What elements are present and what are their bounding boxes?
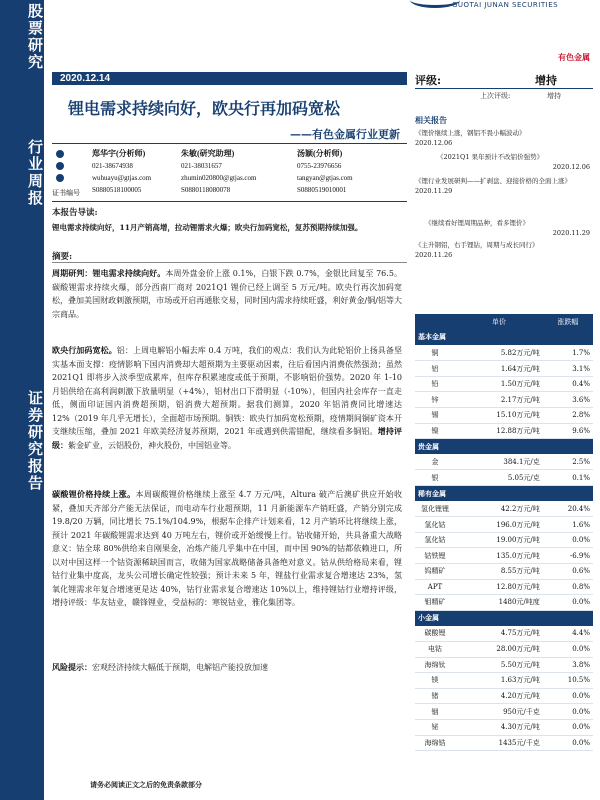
metal-price: 4.75万元/吨: [455, 626, 543, 642]
analyst-2: [181, 148, 256, 196]
price-change: 20.4%: [543, 501, 593, 517]
report-date: 2020.12.14: [60, 73, 111, 84]
related-reports-title: 相关报告: [415, 115, 447, 125]
column-header-price: 单价: [455, 314, 543, 330]
metal-name: 镍: [415, 423, 455, 439]
table-section-row: [415, 486, 593, 502]
price-change: 0.6%: [543, 564, 593, 580]
analyst-name: 郑华宇(分析师): [92, 149, 146, 158]
metal-price: 1435元/千克: [455, 735, 543, 751]
metal-name: 钴铁锂: [415, 548, 455, 564]
person-icon: [56, 150, 64, 158]
previous-rating-label: 上次评级:: [480, 92, 511, 100]
related-report-date: 2020.11.29: [552, 229, 590, 237]
metal-name: 铋: [415, 719, 455, 735]
table-row: [415, 408, 593, 424]
table-row: [415, 470, 593, 486]
metal-price: 15.10万元/吨: [455, 408, 543, 424]
analyst-name: 朱敏(研究助理): [181, 149, 235, 158]
section-label: 稀有金属: [415, 486, 593, 502]
metal-price: 196.0万元/吨: [455, 517, 543, 533]
related-report-text[interactable]: 《锂价继续上涨，钢铝不畏小幅波动》: [415, 129, 526, 137]
table-row: [415, 626, 593, 642]
price-change: 0.0%: [543, 595, 593, 611]
price-change: 0.1%: [543, 470, 593, 486]
metal-price: 1.50万元/吨: [455, 376, 543, 392]
table-row: [415, 454, 593, 470]
metal-name: 海绵钛: [415, 657, 455, 673]
related-report-date: 2020.11.26: [415, 251, 453, 259]
metal-name: 碳酸锂: [415, 626, 455, 642]
paragraph-text: 本周外盘金价上涨 0.1%，白银下跌 0.7%，金银比回复至 76.5。碳酸锂需求持续火爆，部分西南厂商对 2021Q1 锂价已经上调至 5 万元/吨。欧央行再次加码宽松，叠加美国财政刺激预期，市场或开启再通胀交易，同时国内需求持续旺盛，利好黄金/铜/铝等大宗商品。: [52, 269, 403, 319]
metal-name: 铝: [415, 361, 455, 377]
table-row: [415, 704, 593, 720]
summary-title: 摘要:: [52, 252, 73, 262]
guide-section: [52, 207, 402, 235]
metal-name: 金: [415, 454, 455, 470]
metal-price: 1.63万元/吨: [455, 673, 543, 689]
left-sidebar: [0, 0, 44, 800]
rating-label: 评级:: [415, 74, 442, 87]
table-row: [415, 673, 593, 689]
metal-name: 氢化锂锂: [415, 501, 455, 517]
price-change: 0.0%: [543, 704, 593, 720]
rating-value: 增持: [535, 74, 557, 87]
metal-name: 铅: [415, 376, 455, 392]
table-row: [415, 361, 593, 377]
paragraph-text: 铝：上周电解铝小幅去库 0.4 万吨，我们的观点：我们认为此轮铝价上扬具备坚实基本面支撑：疫情影响下国内消费却大超预期为主要驱动因素，往后看国内消费依然强劲；虽然 2021Q1 即将步入淡季型成累库，但库存积累速度或低于预期，不影响铝价强势。2020 年 1-10 月铝供给在高利润刺激下放量明显（+4%），铝材出口下滑明显（-10%），但国内社会库存一直走低，侧面印证国内消费超预期，铝消费大超预期。据我们测算，2020 年铝消费同比增速达 12%（2019 年几乎无增长），全面超市场预期。铜铁：欧央行加码宽松预期，疫情期间铜矿资本开支继续压缩，叠加 2021 年欧美经济复苏预期，2021 年或遇到供需错配，继续看多铜铝。: [52, 346, 402, 436]
analyst-email[interactable]: zhumin020800@gtjas.com: [181, 174, 257, 182]
company-logo-text: GUOTAI JUNAN SECURITIES: [452, 1, 559, 9]
price-change: 2.5%: [543, 454, 593, 470]
table-section-row: [415, 610, 593, 626]
metal-price: 384.1元/克: [455, 454, 543, 470]
metal-price-table: [415, 314, 593, 751]
metal-price: 28.00万元/吨: [455, 641, 543, 657]
metal-price: 8.55万元/吨: [455, 564, 543, 580]
section-label: 基本金属: [415, 330, 593, 346]
price-change: 3.1%: [543, 361, 593, 377]
metal-name: 铜: [415, 345, 455, 361]
paragraph-cycle: [52, 267, 402, 321]
column-header-change: 涨跌幅: [543, 314, 593, 330]
metal-name: APT: [415, 579, 455, 595]
paragraph-risk: [52, 661, 402, 675]
related-report-item[interactable]: [415, 240, 590, 260]
metal-name: 铟: [415, 704, 455, 720]
analyst-email[interactable]: tangyan@gtjas.com: [297, 174, 353, 182]
table-section-row: [415, 330, 593, 346]
analyst-name: 汤颖(分析师): [297, 149, 343, 158]
related-report-date: 2020.12.06: [552, 163, 590, 171]
metal-name: 镁: [415, 673, 455, 689]
related-report-date: 2020.11.29: [415, 187, 453, 195]
metal-name: 钼精矿: [415, 595, 455, 611]
related-report-text[interactable]: 《继续看好锂周期品种，看多锂价》: [425, 219, 529, 227]
table-row: [415, 376, 593, 392]
price-change: 0.0%: [543, 735, 593, 751]
metal-name: 锗: [415, 688, 455, 704]
section-label: 小金属: [415, 610, 593, 626]
table-row: [415, 641, 593, 657]
paragraph-head: 风险提示：: [52, 662, 92, 672]
report-title: 锂电需求持续向好，欧央行再加码宽松: [68, 99, 341, 118]
analyst-1: [92, 148, 151, 196]
analyst-phone: 021-38674938: [92, 162, 133, 170]
price-change: 4.4%: [543, 626, 593, 642]
metal-name: 银: [415, 470, 455, 486]
table-row: [415, 517, 593, 533]
metal-name: 海绵锆: [415, 735, 455, 751]
related-report-text[interactable]: 《锂行业发展研判——扩剥盘、迎接价格的全面上涨》: [415, 177, 571, 185]
table-row: [415, 688, 593, 704]
price-change: 3.6%: [543, 392, 593, 408]
analyst-cert: S0880118080078: [181, 186, 231, 194]
related-report-item[interactable]: [415, 218, 590, 238]
paragraph-ecb: [52, 344, 402, 452]
metal-price: 1480元/吨度: [455, 595, 543, 611]
table-row: [415, 719, 593, 735]
email-icon: [56, 174, 64, 182]
sidebar-bottom-label: 证券研究报告: [26, 390, 44, 492]
price-change: 1.6%: [543, 517, 593, 533]
analyst-email[interactable]: wuhuayu@gtjas.com: [92, 174, 152, 182]
analyst-phone: 021-38031657: [181, 162, 222, 170]
date-bar: [52, 72, 407, 85]
metal-price: 19.00万元/吨: [455, 532, 543, 548]
sidebar-mid-label: 行业周报: [26, 139, 44, 207]
report-subtitle: ——有色金属行业更新: [290, 128, 400, 141]
table-row: [415, 548, 593, 564]
sidebar-top-label: 股票研究: [26, 3, 44, 71]
paragraph-tail: 紫金矿业，云铝股份，神火股份，中国铝业等。: [68, 440, 236, 450]
metal-price: 5.50万元/吨: [455, 657, 543, 673]
metal-price: 4.20万元/吨: [455, 688, 543, 704]
paragraph-head: 欧央行加码宽松。: [52, 345, 117, 355]
section-label: 贵金属: [415, 439, 593, 455]
phone-icon: [56, 162, 64, 170]
metal-price: 4.30万元/吨: [455, 719, 543, 735]
divider: [415, 88, 593, 89]
metal-price: 42.2万元/吨: [455, 501, 543, 517]
divider: [52, 262, 407, 263]
price-change: 0.0%: [543, 532, 593, 548]
metal-price: 950元/千克: [455, 704, 543, 720]
divider: [52, 201, 407, 202]
guide-text: 锂电需求持续向好，11月产销高增，拉动锂需求火爆；欧央行加码宽松，复苏预期持续加强。: [52, 222, 363, 232]
price-change: 0.0%: [543, 688, 593, 704]
analyst-3: [297, 148, 353, 196]
analyst-phone: 0755-23976656: [297, 162, 342, 170]
paragraph-text: 本周碳酸锂价格继续上涨至 4.7 万元/吨，Altura 破产后澳矿供应开始收紧，叠加天齐部分产能无法保证，而电动车行业超预期，11 月新能源车产销旺盛，产销分别完成 19.8/20 万辆，同比增长 75.1%/104.9%，根据车企排产计划来看，12 月产销环比将继续上涨，预计 2021 年碳酸锂需求达到 40 万吨左右，锂价或开始缓慢上行。钴收储开始，共具备重大战略意义：钴全球 80%供给来自刚果金，冶炼产能几乎集中在中国，而中国 90%的钴都依赖进口，所以对中国这样一个钴资源稀缺国而言，收储为国家战略储备具备绝对意义。钴从供给格局来看，锂钴行业集中度高，龙头公司增长确定性较强；预计未来 5 年，锂盐行业需求复合增速达 23%，氢氧化锂需求年复合增速更是达 40%，钴行业需求复合增速达 10%以上，维持锂钴行业增持评级，增持评级：华友钴业，赣锋锂业，受益标的：寒锐钴业，雅化集团等。: [52, 490, 403, 607]
metal-price: 12.80万元/吨: [455, 579, 543, 595]
metal-price: 1.64万元/吨: [455, 361, 543, 377]
metal-price: 2.17万元/吨: [455, 392, 543, 408]
metal-name: 氢化钴: [415, 517, 455, 533]
table-row: [415, 392, 593, 408]
metal-name: 氢化钴: [415, 532, 455, 548]
related-report-item[interactable]: [415, 128, 590, 148]
price-change: 9.6%: [543, 423, 593, 439]
price-change: 0.0%: [543, 719, 593, 735]
table-row: [415, 579, 593, 595]
related-report-text[interactable]: 《2021Q1 果年预计不改铝价强势》: [437, 153, 544, 161]
metal-price: 135.0万元/吨: [455, 548, 543, 564]
price-change: 3.8%: [543, 657, 593, 673]
metal-price: 5.82万元/吨: [455, 345, 543, 361]
previous-rating-value: 增持: [547, 92, 561, 100]
price-change: 0.0%: [543, 641, 593, 657]
category-tag: 有色金属: [558, 52, 590, 62]
price-change: -6.9%: [543, 548, 593, 564]
price-change: 0.4%: [543, 376, 593, 392]
metal-name: 电钴: [415, 641, 455, 657]
table-section-row: [415, 439, 593, 455]
price-change: 1.7%: [543, 345, 593, 361]
metal-name: 钨精矿: [415, 564, 455, 580]
cert-label: 证书编号: [52, 189, 80, 197]
table-row: [415, 657, 593, 673]
related-report-item[interactable]: [415, 152, 590, 172]
analyst-cert: S0880518100005: [92, 186, 142, 194]
paragraph-tail-head: 增持评级：: [52, 426, 402, 450]
table-row: [415, 735, 593, 751]
paragraph-head: 碳酸锂价格持续上涨。: [52, 489, 136, 499]
related-report-date: 2020.12.06: [415, 139, 453, 147]
paragraph-head: 周期研判：锂电需求持续向好。: [52, 268, 166, 278]
paragraph-lithium: [52, 488, 402, 610]
divider: [52, 143, 407, 144]
related-report-item[interactable]: [415, 176, 590, 196]
column-header-name: [415, 314, 455, 330]
price-change: 2.8%: [543, 408, 593, 424]
table-row: [415, 532, 593, 548]
table-row: [415, 564, 593, 580]
price-change: 0.8%: [543, 579, 593, 595]
analyst-cert: S0880519010001: [297, 186, 347, 194]
footer-disclaimer: 请务必阅读正文之后的免责条款部分: [90, 780, 202, 789]
table-header-row: [415, 314, 593, 330]
metal-name: 锌: [415, 392, 455, 408]
table-row: [415, 595, 593, 611]
guide-title: 本报告导读:: [52, 208, 98, 218]
table-row: [415, 345, 593, 361]
table-row: [415, 423, 593, 439]
related-report-text[interactable]: 《主升钢铝，右手锂钴，周期与成长同行》: [415, 241, 539, 249]
price-change: 10.5%: [543, 673, 593, 689]
metal-price: 12.88万元/吨: [455, 423, 543, 439]
metal-name: 锡: [415, 408, 455, 424]
metal-price: 5.05元/克: [455, 470, 543, 486]
paragraph-text: 宏观经济持续大幅低于预期，电解铝产能投放加速: [92, 663, 268, 672]
table-row: [415, 501, 593, 517]
